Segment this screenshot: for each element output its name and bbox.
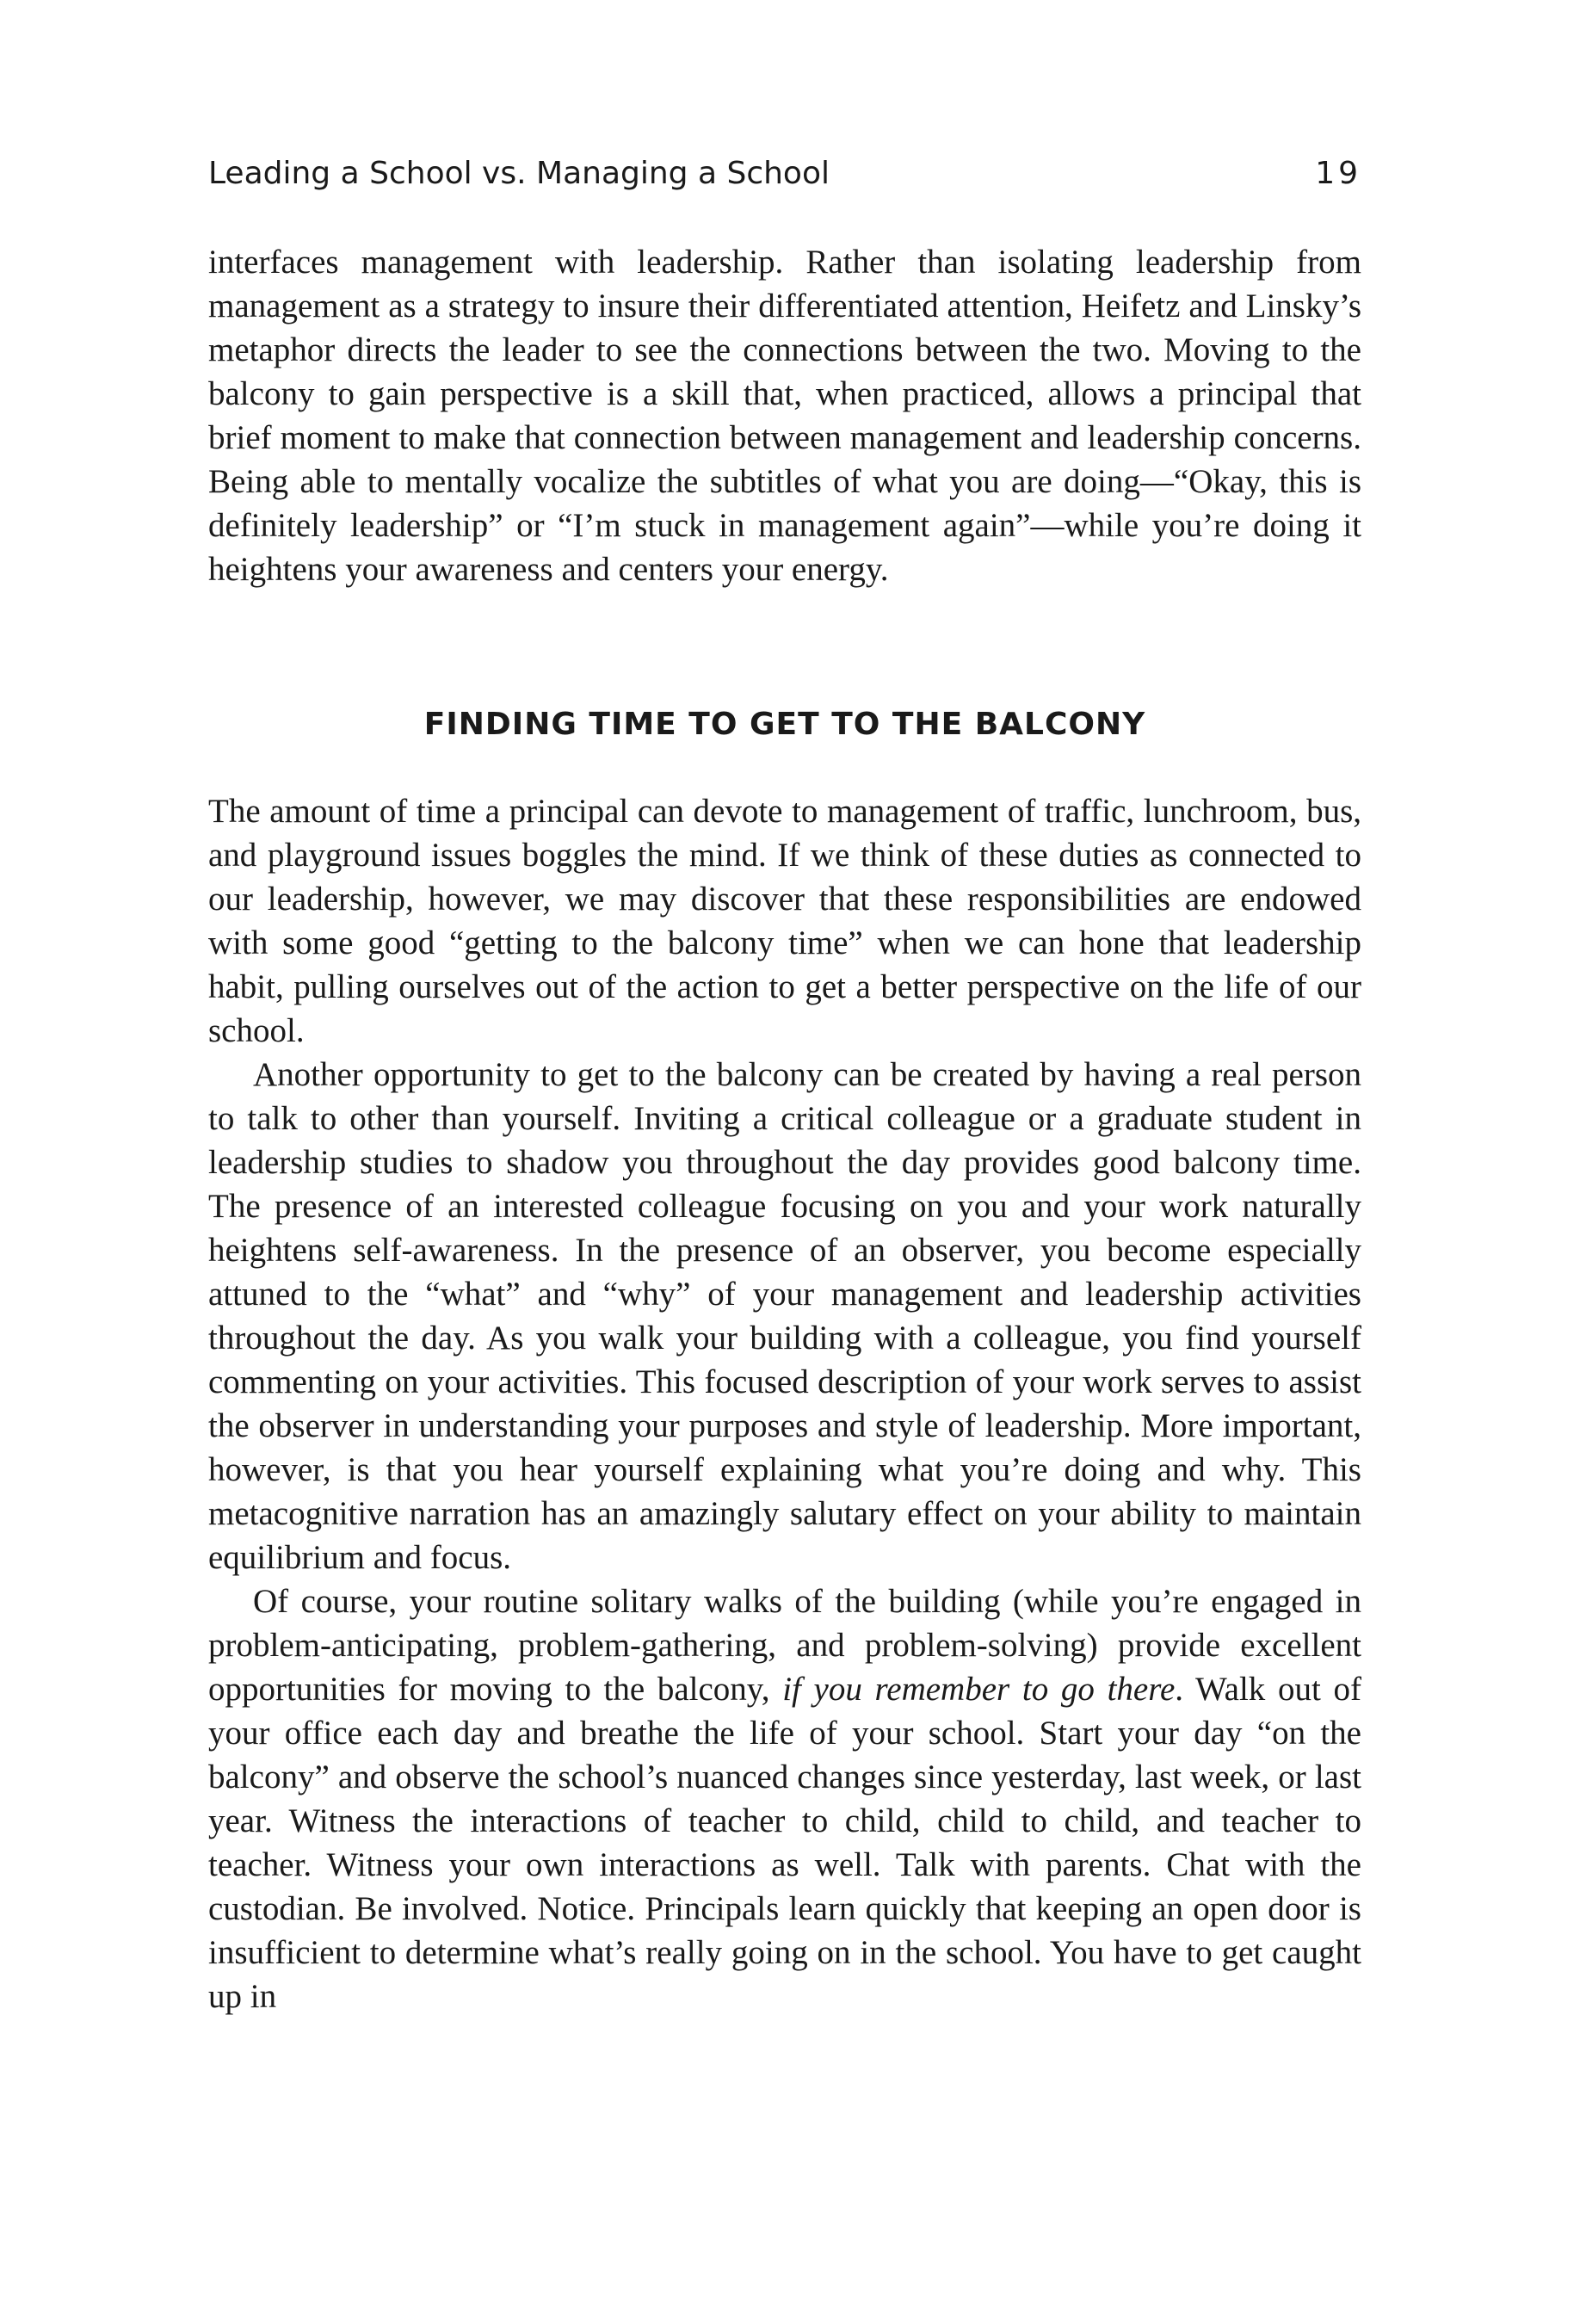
section-body xyxy=(208,789,1361,2018)
section-paragraph-3 xyxy=(208,1579,1361,2018)
section-paragraph-1: The amount of time a principal can devote to management of traffic, lunchroom, bus, and playground issues boggles the mind. If we think of these duties as connected to our leadership, however, we may discover that these responsibilities are endowed with some good “getting to the balcony time” when we can hone that leadership habit, pulling ourselves out of the action to get a better perspective on the life of our school. xyxy=(208,793,1361,1049)
section-paragraph-2: Another opportunity to get to the balcony can be created by having a real person to talk to other than yourself. Inviting a critical colleague or a graduate student in leadership studies to shadow you throughout the day provides good balcony time. The presence of an interested colleague focusing on you and your work naturally heightens self-awareness. In the presence of an observer, you become especially attuned to the “what” and “why” of your management and leadership activities throughout the day. As you walk your building with a colleague, you find yourself commenting on your activities. This focused description of your work serves to assist the observer in understanding your purposes and style of leadership. More important, however, is that you hear yourself explaining what you’re doing and why. This metacognitive narration has an amazingly salutary effect on your ability to maintain equilibrium and focus. xyxy=(208,1056,1361,1576)
paragraph-3-text-before: Of course, your routine solitary walks of the building (while you’re engaged in problem-anticipating, problem-gathering, and problem-solving) provide excellent opportunities for moving to the balcony, xyxy=(208,1583,1361,1708)
page-number: 19 xyxy=(1315,156,1361,191)
running-head xyxy=(208,151,1361,196)
paragraph-3-text-after: . Walk out of your office each day and breathe the life of your school. Start your day “on the balcony” and observe the school’s nuanced changes since yesterday, last week, or last year. Witness the interactions of teacher to child, child to child, and teacher to teacher. Witness your own interactions as well. Talk with parents. Chat with the custodian. Be involved. Notice. Principals learn quickly that keeping an open door is insufficient to determine what’s really going on in the school. You have to get caught up in xyxy=(208,1671,1361,2015)
continued-paragraph: interfaces management with leadership. Rather than isolating leadership from management as a strategy to insure their differentiated attention, Heifetz and Linsky’s metaphor directs the leader to see the connections between the two. Moving to the balcony to gain perspective is a skill that, when practiced, allows a principal that brief moment to make that connection between management and leadership concerns. Being able to mentally vocalize the subtitles of what you are doing—“Okay, this is definitely leadership” or “I’m stuck in management again”—while you’re doing it heightens your awareness and centers your energy. xyxy=(208,244,1361,588)
continued-text-block xyxy=(208,240,1361,591)
section-heading: FINDING TIME TO GET TO THE BALCONY xyxy=(423,707,1146,742)
paragraph-3-emphasis: if you remember to go there xyxy=(782,1671,1176,1708)
running-head-title: Leading a School vs. Managing a School xyxy=(208,156,830,191)
